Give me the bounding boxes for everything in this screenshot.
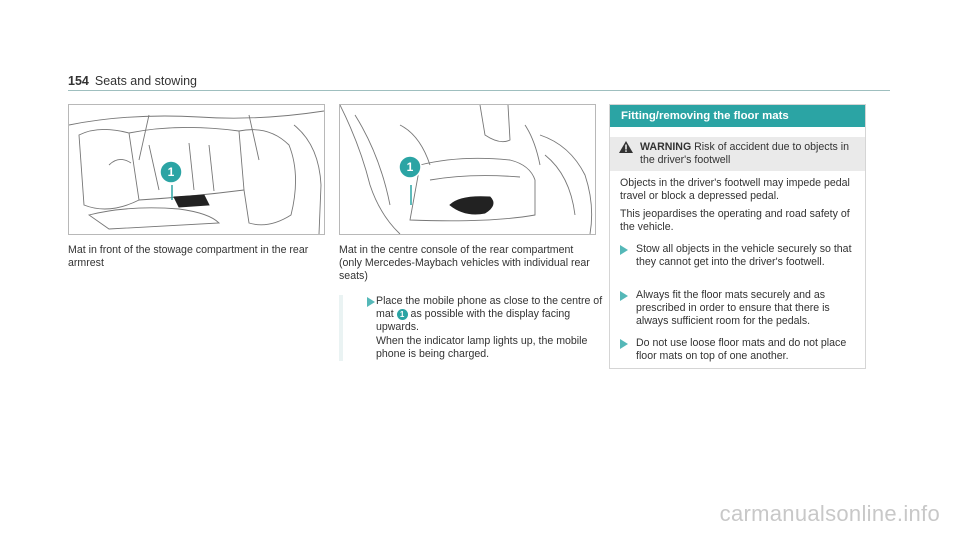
warning-text [640,141,860,167]
figure1-caption: Mat in front of the stowage compartment in the rear armrest [68,244,309,269]
panel-paragraph-1: Objects in the driver's footwell may impede pedal travel or block a depressed pedal. [620,177,850,202]
section-title: Seats and stowing [94,74,198,88]
watermark: carmanualsonline.info [719,501,940,526]
figure-centre-console-mat [339,104,596,235]
step-text-part2: as possible with the display facing upwards. [376,308,571,334]
callout-1-icon [398,155,422,179]
figure-rear-armrest-mat [68,104,325,235]
page-header [68,74,197,88]
step-text [376,295,615,361]
svg-text:1: 1 [167,165,175,179]
bullet-3-text: Do not use loose floor mats and do not place floor mats on top of one another. [636,337,847,362]
rear-seat-illustration [69,105,324,234]
bullet-2 [620,289,858,328]
header-rule [68,90,890,91]
instruction-step [339,295,615,361]
mat-number-badge: 1 [397,309,408,320]
step-text-line2: When the indicator lamp lights up, the mobile phone is being charged. [376,334,588,360]
warning-label: WARNING [640,141,692,153]
floor-mats-panel [609,104,866,369]
panel-paragraph-2: This jeopardises the operating and road safety of the vehicle. [620,208,850,233]
bullet-1-text: Stow all objects in the vehicle securely so that they cannot get into the driver's footwell. [636,243,852,268]
bullet-1 [620,243,858,269]
callout-1-icon [159,160,183,184]
warning-message: Risk of accident due to objects in the driver's footwell [640,141,850,166]
page-number: 154 [68,74,89,88]
svg-text:1: 1 [406,160,414,174]
warning-triangle-icon [619,141,633,153]
figure2-caption: Mat in the centre console of the rear compartment (only Mercedes-Maybach vehicles with individual rear seats) [339,244,590,282]
step-text-part1: Place the mobile phone as close to the centre of mat [376,295,603,321]
centre-console-illustration [340,105,595,234]
bullet-3 [620,337,858,363]
bullet-2-text: Always fit the floor mats securely and as prescribed in order to ensure that there is always sufficient room for the pedals. [636,289,830,327]
warning-box [610,137,865,171]
panel-title: Fitting/removing the floor mats [610,105,865,127]
